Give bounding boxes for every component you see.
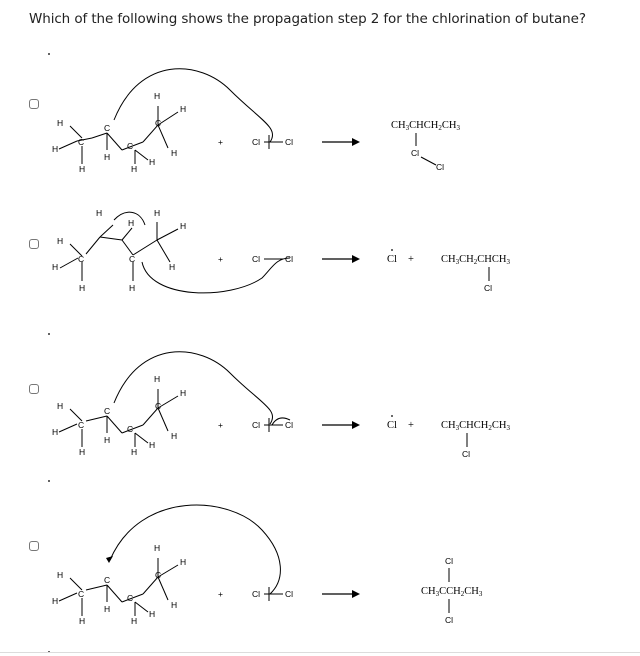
stray-dot: [48, 333, 50, 335]
atom-h: H: [171, 600, 178, 610]
atom-c: C: [104, 406, 111, 416]
product-cl: Cl: [445, 615, 454, 625]
atom-c: C: [78, 254, 85, 264]
atom-h: H: [149, 609, 156, 619]
atom-h: H: [52, 427, 59, 437]
atom-c: C: [127, 593, 134, 603]
plus-sign: +: [408, 254, 414, 265]
plus-sign: +: [408, 420, 414, 431]
atom-cl: Cl: [252, 137, 261, 147]
atom-c: C: [127, 141, 134, 151]
atom-c: C: [155, 570, 162, 580]
atom-c: C: [104, 123, 111, 133]
product-formula: CH3CHCH2CH3: [441, 420, 510, 432]
atom-h: H: [180, 221, 187, 231]
atom-h: H: [79, 447, 86, 457]
atom-h: H: [57, 236, 64, 246]
atom-h: H: [171, 431, 178, 441]
atom-h: H: [104, 604, 111, 614]
chlorine-radical: Cl: [387, 420, 397, 431]
plus-sign: +: [218, 254, 223, 264]
atom-h: H: [180, 104, 187, 114]
atom-cl: Cl: [285, 589, 294, 599]
stray-dot: [48, 480, 50, 482]
question-text: Which of the following shows the propagation step 2 for the chlorination of butane?: [29, 11, 586, 27]
product-cl: Cl: [462, 449, 471, 459]
atom-h: H: [169, 262, 176, 272]
atom-h: H: [149, 440, 156, 450]
atom-c: C: [78, 589, 85, 599]
atom-c: C: [155, 118, 162, 128]
reaction-arrow: [322, 590, 360, 598]
product-formula: CH3CH2CHCH3: [441, 254, 510, 266]
atom-h: H: [79, 164, 86, 174]
atom-cl: Cl: [252, 589, 261, 599]
stray-dot: [48, 53, 50, 55]
atom-c: C: [104, 575, 111, 585]
atom-h: H: [149, 157, 156, 167]
plus-sign: +: [218, 589, 223, 599]
plus-sign: +: [218, 420, 223, 430]
atom-cl: Cl: [285, 254, 294, 264]
atom-c: C: [78, 420, 85, 430]
atom-h: H: [104, 152, 111, 162]
atom-h: H: [52, 596, 59, 606]
product-formula: CH3CCH2CH3: [421, 586, 483, 598]
atom-h: H: [79, 616, 86, 626]
plus-sign: +: [218, 137, 223, 147]
atom-cl: Cl: [285, 420, 294, 430]
atom-c: C: [155, 401, 162, 411]
atom-h: H: [57, 570, 64, 580]
product-cl: Cl: [484, 283, 493, 293]
atom-h: H: [52, 144, 59, 154]
atom-h: H: [104, 435, 111, 445]
atom-h: H: [131, 447, 138, 457]
atom-h: H: [52, 262, 59, 272]
atom-h: H: [154, 543, 161, 553]
atom-cl: Cl: [285, 137, 294, 147]
atom-h: H: [128, 218, 135, 228]
atom-c: C: [127, 424, 134, 434]
atom-h: H: [129, 283, 136, 293]
product-cl: Cl: [445, 556, 454, 566]
atom-h: H: [180, 557, 187, 567]
chlorine-radical: Cl: [387, 254, 397, 265]
atom-cl: Cl: [252, 254, 261, 264]
atom-c: C: [129, 254, 136, 264]
atom-h: H: [57, 401, 64, 411]
atom-c: C: [78, 137, 85, 147]
atom-h: H: [96, 208, 103, 218]
atom-h: H: [180, 388, 187, 398]
atom-h: H: [154, 374, 161, 384]
product-formula: CH3CHCH2CH3: [391, 120, 460, 132]
atom-h: H: [131, 616, 138, 626]
atom-h: H: [154, 91, 161, 101]
bottom-divider: [0, 652, 640, 653]
product-cl: Cl: [411, 148, 420, 158]
atom-h: H: [79, 283, 86, 293]
product-cl: Cl: [436, 162, 445, 172]
atom-h: H: [57, 118, 64, 128]
atom-h: H: [131, 164, 138, 174]
atom-cl: Cl: [252, 420, 261, 430]
atom-h: H: [154, 208, 161, 218]
atom-h: H: [171, 148, 178, 158]
